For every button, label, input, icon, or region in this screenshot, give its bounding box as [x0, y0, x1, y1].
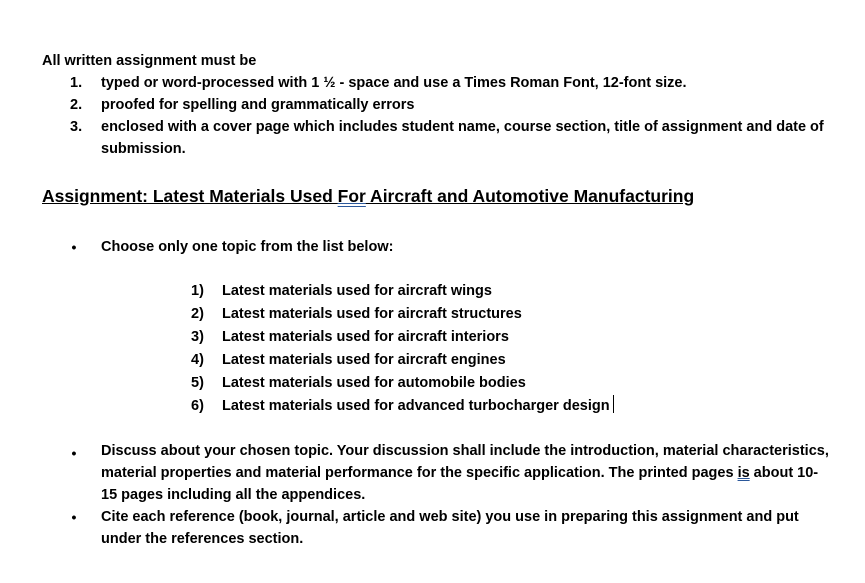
- topic-item: [191, 280, 651, 303]
- topic-number: 5): [191, 375, 204, 391]
- topic-item: [191, 372, 651, 395]
- bullet-icon: •: [71, 509, 77, 525]
- discuss-flagged-word: is: [737, 465, 750, 481]
- topic-item: [191, 395, 651, 418]
- heading-part: Assignment: Latest Materials Used: [42, 186, 338, 206]
- discuss-part: about 10-15 pages including all the appendices.: [101, 465, 819, 503]
- topic-number: 2): [191, 306, 204, 322]
- topic-text: Latest materials used for aircraft interiors: [222, 329, 509, 345]
- requirements-list: [70, 72, 830, 160]
- requirement-number: 1.: [70, 75, 83, 91]
- requirement-item: [70, 72, 830, 94]
- requirement-number: 3.: [70, 119, 83, 135]
- topic-number: 4): [191, 352, 204, 368]
- discuss-text: [101, 440, 829, 506]
- heading-part: Aircraft and Automotive Manufacturing: [365, 186, 695, 206]
- topic-text: Latest materials used for advanced turbocharger design: [222, 398, 610, 414]
- requirement-number: 2.: [70, 97, 83, 113]
- requirement-text: enclosed with a cover page which includes student name, course section, title of assignment and date of submission.: [101, 119, 824, 157]
- topic-number: 1): [191, 283, 204, 299]
- cite-text: Cite each reference (book, journal, article and web site) you use in preparing this assignment and put under the references section.: [101, 509, 799, 547]
- heading-flagged-word: For: [337, 186, 366, 206]
- choose-topic-text: Choose only one topic from the list below:: [101, 239, 394, 255]
- requirement-item: [70, 94, 830, 116]
- discuss-part: Discuss about your chosen topic. Your discussion shall include the introduction, material characteristics, material properties and material performance for the specific application. The printed pages: [101, 443, 829, 481]
- requirement-item: [70, 116, 830, 160]
- topic-list: [191, 280, 651, 418]
- topic-text: Latest materials used for aircraft wings: [222, 283, 492, 299]
- topic-item: [191, 326, 651, 349]
- requirement-text: typed or word-processed with 1 ½ - space and use a Times Roman Font, 12-font size.: [101, 75, 687, 91]
- cropped-previous-line: [400, 0, 560, 4]
- topic-text: Latest materials used for automobile bodies: [222, 375, 526, 391]
- intro-text: All written assignment must be: [42, 53, 257, 69]
- assignment-heading: [42, 184, 694, 208]
- text-cursor: [613, 395, 614, 413]
- bullet-icon: •: [71, 239, 77, 255]
- topic-item: [191, 303, 651, 326]
- topic-number: 6): [191, 398, 204, 414]
- requirement-text: proofed for spelling and grammatically errors: [101, 97, 415, 113]
- topic-text: Latest materials used for aircraft structures: [222, 306, 522, 322]
- bullet-icon: •: [71, 445, 77, 461]
- topic-item: [191, 349, 651, 372]
- topic-number: 3): [191, 329, 204, 345]
- topic-text: Latest materials used for aircraft engines: [222, 352, 506, 368]
